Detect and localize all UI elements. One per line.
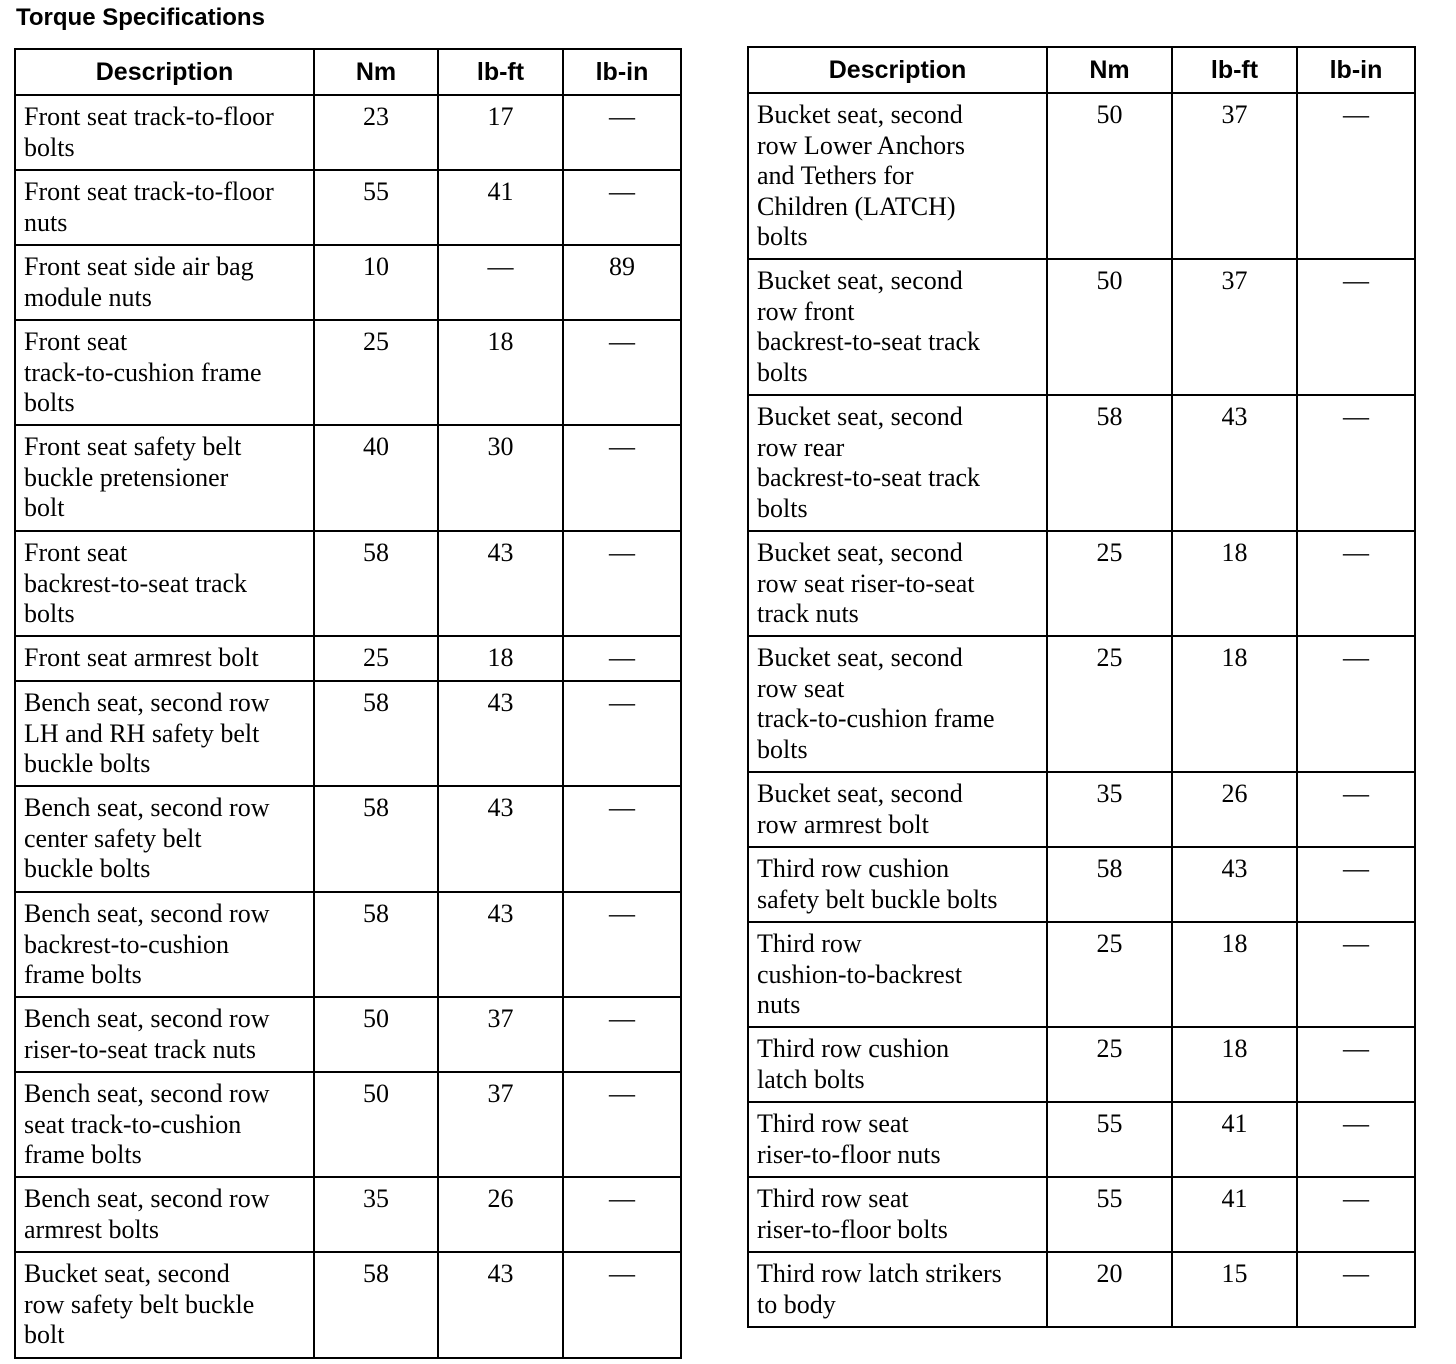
lbin-cell: —: [563, 1252, 681, 1358]
table-body-left: [15, 95, 681, 1358]
description-cell: Third row latch strikers to body: [748, 1252, 1047, 1327]
lbin-cell: —: [563, 636, 681, 681]
table-row: [15, 786, 681, 892]
description-cell: Front seat track-to-floor nuts: [15, 170, 314, 245]
table-row: [748, 1252, 1415, 1327]
description-cell: Third row cushion latch bolts: [748, 1027, 1047, 1102]
description-cell: Front seat track-to-floor bolts: [15, 95, 314, 170]
lbft-cell: 26: [1172, 772, 1297, 847]
table-header-row: [748, 47, 1415, 93]
lbin-cell: —: [1297, 395, 1415, 531]
nm-cell: 58: [1047, 395, 1172, 531]
lbft-cell: 43: [438, 531, 563, 636]
torque-table-right: [747, 46, 1416, 1328]
lbin-cell: —: [563, 320, 681, 425]
nm-cell: 35: [1047, 772, 1172, 847]
lbin-cell: —: [563, 997, 681, 1072]
lbft-cell: 15: [1172, 1252, 1297, 1327]
lbft-cell: 18: [1172, 531, 1297, 636]
lbft-cell: 37: [438, 997, 563, 1072]
lbft-cell: 43: [438, 786, 563, 892]
nm-cell: 58: [1047, 847, 1172, 922]
description-cell: Bench seat, second row armrest bolts: [15, 1177, 314, 1252]
column-header-nm: Nm: [314, 49, 438, 95]
table-row: [748, 531, 1415, 636]
lbft-cell: 43: [438, 892, 563, 997]
lbft-cell: 43: [438, 1252, 563, 1358]
nm-cell: 40: [314, 425, 438, 531]
description-cell: Bucket seat, second row safety belt buckle bolt: [15, 1252, 314, 1358]
description-cell: Bucket seat, second row seat riser-to-seat track nuts: [748, 531, 1047, 636]
table-row: [15, 1177, 681, 1252]
lbin-cell: —: [563, 1177, 681, 1252]
description-cell: Bench seat, second row seat track-to-cushion frame bolts: [15, 1072, 314, 1177]
lbin-cell: —: [1297, 1027, 1415, 1102]
lbft-cell: 41: [438, 170, 563, 245]
table-row: [15, 170, 681, 245]
lbft-cell: 43: [1172, 395, 1297, 531]
nm-cell: 55: [1047, 1177, 1172, 1252]
lbft-cell: 18: [1172, 1027, 1297, 1102]
nm-cell: 50: [1047, 93, 1172, 259]
description-cell: Bucket seat, second row Lower Anchors and Tethers for Children (LATCH) bolts: [748, 93, 1047, 259]
table-row: [15, 531, 681, 636]
nm-cell: 35: [314, 1177, 438, 1252]
description-cell: Bench seat, second row backrest-to-cushion frame bolts: [15, 892, 314, 997]
lbft-cell: 41: [1172, 1177, 1297, 1252]
table-body-right: [748, 93, 1415, 1327]
torque-table-left: [14, 48, 682, 1359]
lbin-cell: —: [1297, 1102, 1415, 1177]
nm-cell: 58: [314, 531, 438, 636]
lbft-cell: 41: [1172, 1102, 1297, 1177]
nm-cell: 58: [314, 892, 438, 997]
lbin-cell: —: [563, 531, 681, 636]
table-row: [748, 1027, 1415, 1102]
table-row: [15, 320, 681, 425]
lbin-cell: —: [1297, 922, 1415, 1027]
lbin-cell: 89: [563, 245, 681, 320]
table-row: [15, 681, 681, 786]
nm-cell: 25: [1047, 922, 1172, 1027]
nm-cell: 25: [314, 320, 438, 425]
nm-cell: 25: [1047, 1027, 1172, 1102]
lbin-cell: —: [563, 170, 681, 245]
description-cell: Bench seat, second row riser-to-seat track nuts: [15, 997, 314, 1072]
lbft-cell: 18: [1172, 922, 1297, 1027]
nm-cell: 25: [1047, 531, 1172, 636]
column-header-description: Description: [748, 47, 1047, 93]
table-row: [15, 892, 681, 997]
nm-cell: 50: [1047, 259, 1172, 395]
lbin-cell: —: [563, 1072, 681, 1177]
column-header-lbin: lb-in: [563, 49, 681, 95]
table-row: [748, 93, 1415, 259]
table-row: [748, 1102, 1415, 1177]
lbin-cell: —: [1297, 636, 1415, 772]
description-cell: Bucket seat, second row rear backrest-to-seat track bolts: [748, 395, 1047, 531]
nm-cell: 10: [314, 245, 438, 320]
nm-cell: 55: [314, 170, 438, 245]
description-cell: Bucket seat, second row seat track-to-cushion frame bolts: [748, 636, 1047, 772]
nm-cell: 58: [314, 681, 438, 786]
description-cell: Third row cushion-to-backrest nuts: [748, 922, 1047, 1027]
lbin-cell: —: [1297, 847, 1415, 922]
nm-cell: 20: [1047, 1252, 1172, 1327]
table-row: [15, 636, 681, 681]
description-cell: Front seat track-to-cushion frame bolts: [15, 320, 314, 425]
lbft-cell: 18: [438, 636, 563, 681]
description-cell: Front seat safety belt buckle pretensioner bolt: [15, 425, 314, 531]
column-header-lbft: lb-ft: [438, 49, 563, 95]
lbft-cell: —: [438, 245, 563, 320]
nm-cell: 25: [1047, 636, 1172, 772]
lbft-cell: 43: [1172, 847, 1297, 922]
table-row: [748, 1177, 1415, 1252]
table-row: [15, 997, 681, 1072]
table-header-row: [15, 49, 681, 95]
lbft-cell: 30: [438, 425, 563, 531]
description-cell: Bucket seat, second row armrest bolt: [748, 772, 1047, 847]
column-header-description: Description: [15, 49, 314, 95]
lbin-cell: —: [1297, 531, 1415, 636]
lbin-cell: —: [1297, 772, 1415, 847]
column-header-lbin: lb-in: [1297, 47, 1415, 93]
description-cell: Front seat armrest bolt: [15, 636, 314, 681]
description-cell: Front seat backrest-to-seat track bolts: [15, 531, 314, 636]
lbft-cell: 37: [1172, 93, 1297, 259]
lbin-cell: —: [563, 681, 681, 786]
table-row: [748, 259, 1415, 395]
table-row: [15, 95, 681, 170]
nm-cell: 58: [314, 786, 438, 892]
lbin-cell: —: [563, 425, 681, 531]
lbin-cell: —: [563, 95, 681, 170]
table-row: [748, 395, 1415, 531]
nm-cell: 55: [1047, 1102, 1172, 1177]
nm-cell: 50: [314, 997, 438, 1072]
nm-cell: 25: [314, 636, 438, 681]
table-row: [748, 847, 1415, 922]
nm-cell: 50: [314, 1072, 438, 1177]
lbft-cell: 18: [1172, 636, 1297, 772]
description-cell: Third row seat riser-to-floor nuts: [748, 1102, 1047, 1177]
table-row: [15, 1072, 681, 1177]
table-row: [15, 1252, 681, 1358]
lbin-cell: —: [1297, 259, 1415, 395]
table-row: [15, 245, 681, 320]
lbft-cell: 18: [438, 320, 563, 425]
table-row: [748, 636, 1415, 772]
table-row: [15, 425, 681, 531]
lbin-cell: —: [1297, 1252, 1415, 1327]
column-header-nm: Nm: [1047, 47, 1172, 93]
page-title: Torque Specifications: [16, 4, 265, 31]
description-cell: Front seat side air bag module nuts: [15, 245, 314, 320]
nm-cell: 23: [314, 95, 438, 170]
lbft-cell: 17: [438, 95, 563, 170]
table-row: [748, 772, 1415, 847]
description-cell: Bench seat, second row LH and RH safety belt buckle bolts: [15, 681, 314, 786]
lbin-cell: —: [1297, 93, 1415, 259]
column-header-lbft: lb-ft: [1172, 47, 1297, 93]
description-cell: Bench seat, second row center safety belt buckle bolts: [15, 786, 314, 892]
description-cell: Third row seat riser-to-floor bolts: [748, 1177, 1047, 1252]
lbft-cell: 37: [438, 1072, 563, 1177]
nm-cell: 58: [314, 1252, 438, 1358]
lbft-cell: 26: [438, 1177, 563, 1252]
lbin-cell: —: [563, 892, 681, 997]
lbin-cell: —: [563, 786, 681, 892]
lbft-cell: 37: [1172, 259, 1297, 395]
description-cell: Bucket seat, second row front backrest-to-seat track bolts: [748, 259, 1047, 395]
lbft-cell: 43: [438, 681, 563, 786]
lbin-cell: —: [1297, 1177, 1415, 1252]
description-cell: Third row cushion safety belt buckle bolts: [748, 847, 1047, 922]
table-row: [748, 922, 1415, 1027]
